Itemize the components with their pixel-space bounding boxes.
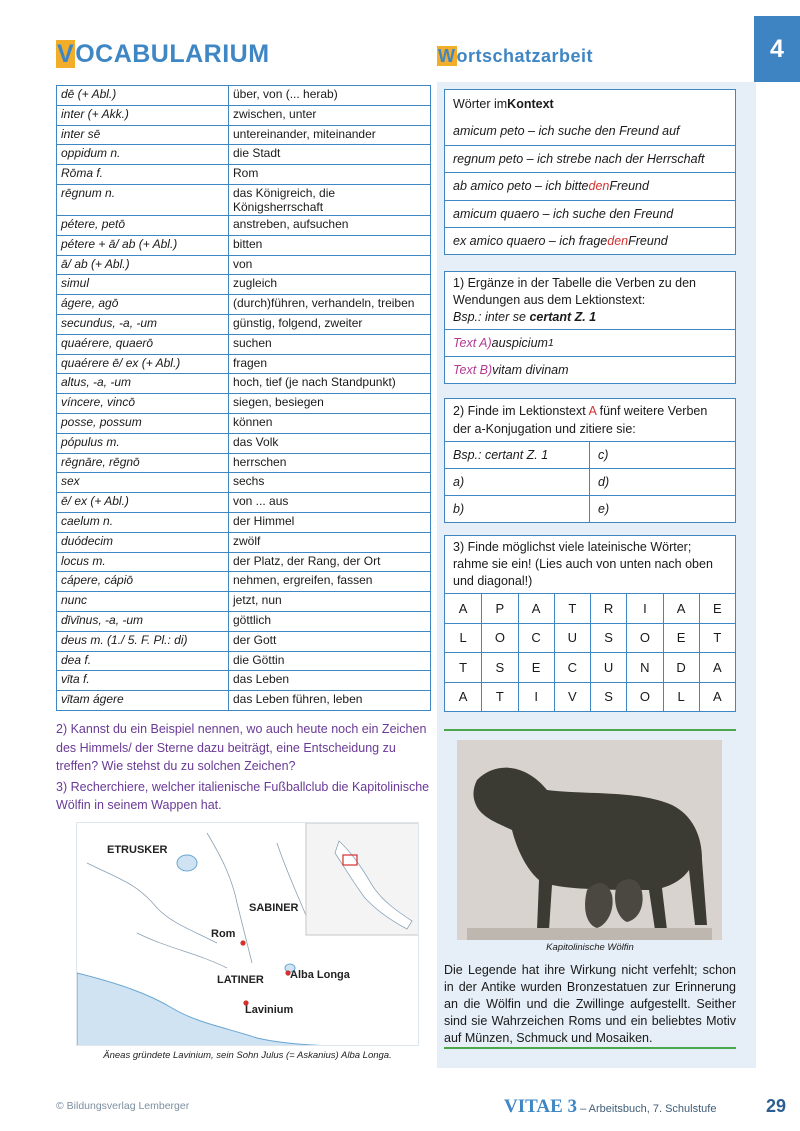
- vocab-row: [57, 473, 431, 493]
- letter-cell[interactable]: S: [481, 652, 517, 682]
- letter-cell[interactable]: C: [554, 652, 590, 682]
- kontext-red: den: [607, 234, 629, 249]
- german-meaning: nehmen, ergreifen, fassen: [229, 572, 431, 592]
- vocab-row: [57, 295, 431, 315]
- latin-term: caelum n.: [57, 512, 229, 532]
- letter-cell[interactable]: A: [663, 593, 699, 623]
- german-meaning: günstig, folgend, zweiter: [229, 314, 431, 334]
- row-a-footnote: 1: [547, 337, 554, 349]
- latin-term: dea f.: [57, 651, 229, 671]
- latin-term: vītam ágere: [57, 691, 229, 711]
- task-1-row-b[interactable]: [445, 356, 735, 383]
- letter-cell[interactable]: N: [626, 652, 662, 682]
- row-b-text: vitam divinam: [492, 363, 569, 377]
- map-label-lavinium: Lavinium: [245, 1004, 294, 1016]
- vocab-row: [57, 354, 431, 374]
- german-meaning: Rom: [229, 165, 431, 185]
- letter-cell[interactable]: E: [663, 623, 699, 653]
- german-meaning: fragen: [229, 354, 431, 374]
- answer-cell[interactable]: b): [445, 495, 590, 522]
- task-1-instruction: 1) Ergänze in der Tabelle die Verben zu den Wendungen aus dem Lektionstext:: [453, 276, 696, 307]
- kontext-pre: ex amico quaero – ich frage: [453, 234, 608, 249]
- german-meaning: das Königreich, die Königsherrschaft: [229, 184, 431, 215]
- vocab-row: [57, 592, 431, 612]
- answer-cell[interactable]: e): [590, 495, 735, 522]
- vocab-row: [57, 552, 431, 572]
- heading-rest: OCABULARIUM: [75, 40, 270, 68]
- capitoline-wolf-photo: [457, 740, 722, 940]
- letter-cell[interactable]: R: [590, 593, 626, 623]
- latin-term: secundus, -a, -um: [57, 314, 229, 334]
- latin-term: Rōma f.: [57, 165, 229, 185]
- copyright: © Bildungsverlag Lemberger: [56, 1100, 190, 1112]
- row-b-label: Text B): [453, 363, 493, 377]
- wortschatzarbeit-heading: [437, 46, 593, 67]
- latin-term: dīvīnus, -a, -um: [57, 611, 229, 631]
- photo-caption: Kapitolinische Wölfin: [546, 942, 634, 953]
- german-meaning: das Volk: [229, 433, 431, 453]
- kontext-row: [445, 117, 735, 144]
- vocab-row: [57, 184, 431, 215]
- latin-term: oppidum n.: [57, 145, 229, 165]
- task-2-text: 2) Kannst du ein Beispiel nennen, wo auch heute noch ein Zeichen des Himmels/ der Sterne dazu beiträgt, eine Entscheidung zu treffen? Wie stehst du zu solchen Zeichen?: [56, 722, 427, 773]
- german-meaning: das Leben führen, leben: [229, 691, 431, 711]
- german-meaning: siegen, besiegen: [229, 394, 431, 414]
- letter-cell[interactable]: O: [626, 682, 662, 712]
- vocab-row: [57, 215, 431, 235]
- row-a-label: Text A): [453, 336, 492, 350]
- letter-cell[interactable]: I: [626, 593, 662, 623]
- german-meaning: suchen: [229, 334, 431, 354]
- heading-rest: ortschatzarbeit: [456, 46, 594, 66]
- letter-cell[interactable]: A: [445, 593, 481, 623]
- task-2-grid: [445, 441, 735, 522]
- latin-term: ē/ ex (+ Abl.): [57, 493, 229, 513]
- book-title: [504, 1096, 716, 1118]
- vocab-row: [57, 165, 431, 185]
- letter-cell[interactable]: U: [590, 652, 626, 682]
- vocab-row: [57, 493, 431, 513]
- kontext-title: [445, 90, 735, 117]
- task-2-head-pre: 2) Finde im Lektionstext: [453, 404, 589, 418]
- vocab-row: [57, 691, 431, 711]
- latin-term: inter sē: [57, 125, 229, 145]
- latin-term: altus, -a, -um: [57, 374, 229, 394]
- map-label-rom: Rom: [211, 928, 236, 940]
- answer-cell: Bsp.: certant Z. 1: [445, 441, 590, 468]
- german-meaning: herrschen: [229, 453, 431, 473]
- kontext-row: [445, 200, 735, 227]
- kontext-post: Freund: [628, 234, 668, 249]
- legend-text: Die Legende hat ihre Wirkung nicht verfehlt; schon in der Antike wurden Bronzestatuen zur Erinnerung an die Wölfin und die Zwillinge aufgestellt. Seither sind sie Wahrzeichen Roms und ein beliebtes Motiv auf Münzen, Schmuck und Mosaiken.: [444, 963, 736, 1045]
- german-meaning: anstreben, aufsuchen: [229, 215, 431, 235]
- latin-term: sex: [57, 473, 229, 493]
- vocab-row: [57, 453, 431, 473]
- letter-cell[interactable]: C: [518, 623, 554, 653]
- latin-term: rēgnāre, rēgnō: [57, 453, 229, 473]
- german-meaning: (durch)führen, verhandeln, treiben: [229, 295, 431, 315]
- german-meaning: hoch, tief (je nach Standpunkt): [229, 374, 431, 394]
- german-meaning: bitten: [229, 235, 431, 255]
- letter-cell[interactable]: T: [445, 652, 481, 682]
- latin-term: duódecim: [57, 532, 229, 552]
- letter-cell[interactable]: U: [554, 623, 590, 653]
- letter-cell[interactable]: O: [626, 623, 662, 653]
- task-2-head-red: A: [588, 404, 597, 418]
- letter-cell[interactable]: D: [663, 652, 699, 682]
- latin-term: rēgnum n.: [57, 184, 229, 215]
- vocab-row: [57, 611, 431, 631]
- map-label-latiner: LATINER: [217, 974, 264, 986]
- vocab-row: [57, 275, 431, 295]
- task-2-box: [444, 398, 736, 523]
- vocab-row: [57, 671, 431, 691]
- latin-term: locus m.: [57, 552, 229, 572]
- letter-grid: [445, 593, 735, 711]
- german-meaning: jetzt, nun: [229, 592, 431, 612]
- german-meaning: das Leben: [229, 671, 431, 691]
- vocab-row: [57, 631, 431, 651]
- divider-bottom: [444, 1047, 736, 1049]
- latin-term: pópulus m.: [57, 433, 229, 453]
- german-meaning: über, von (... herab): [229, 86, 431, 106]
- kontext-red: den: [588, 179, 610, 194]
- vocab-row: [57, 125, 431, 145]
- latin-term: dē (+ Abl.): [57, 86, 229, 106]
- german-meaning: der Gott: [229, 631, 431, 651]
- german-meaning: der Platz, der Rang, der Ort: [229, 552, 431, 572]
- german-meaning: untereinander, miteinander: [229, 125, 431, 145]
- vocab-tasks: [56, 720, 434, 817]
- german-meaning: von: [229, 255, 431, 275]
- letter-cell[interactable]: V: [554, 682, 590, 712]
- kontext-title-bold: Kontext: [507, 96, 554, 111]
- latin-term: posse, possum: [57, 413, 229, 433]
- task-1-example-bold: certant Z. 1: [529, 310, 597, 324]
- task-1-row-a[interactable]: [445, 329, 735, 356]
- book-brand: VITAE 3: [504, 1096, 578, 1117]
- task-3-text: 3) Recherchiere, welcher italienische Fußballclub die Kapitolinische Wölfin in seinem Wappen hat.: [56, 779, 430, 812]
- letter-cell[interactable]: A: [445, 682, 481, 712]
- latin-term: nunc: [57, 592, 229, 612]
- task-3-box: [444, 535, 736, 712]
- heading-initial: V: [57, 40, 75, 68]
- answer-cell[interactable]: a): [445, 468, 590, 495]
- task-1-example: Bsp.: inter se: [453, 310, 530, 324]
- latin-term: víncere, vincō: [57, 394, 229, 414]
- letter-cell[interactable]: O: [481, 623, 517, 653]
- kontext-title-pre: Wörter im: [453, 96, 508, 111]
- german-meaning: von ... aus: [229, 493, 431, 513]
- vocab-row: [57, 651, 431, 671]
- kontext-pre: regnum peto – ich strebe nach der Herrschaft: [453, 151, 705, 166]
- letter-cell[interactable]: A: [518, 593, 554, 623]
- german-meaning: der Himmel: [229, 512, 431, 532]
- latin-term: quaérere, quaerō: [57, 334, 229, 354]
- latin-term: deus m. (1./ 5. F. Pl.: di): [57, 631, 229, 651]
- kontext-pre: amicum peto – ich suche den Freund auf: [453, 124, 680, 139]
- vocab-row: [57, 512, 431, 532]
- kontext-box: [444, 89, 736, 255]
- kontext-post: Freund: [609, 179, 649, 194]
- german-meaning: zugleich: [229, 275, 431, 295]
- vocab-row: [57, 532, 431, 552]
- answer-cell[interactable]: c): [590, 441, 735, 468]
- chapter-tab: 4: [754, 16, 800, 82]
- vocabulary-table: [56, 85, 431, 711]
- letter-cell[interactable]: S: [590, 682, 626, 712]
- row-a-text: auspicium: [491, 336, 548, 350]
- kontext-pre: amicum quaero – ich suche den Freund: [453, 206, 674, 221]
- latin-term: ā/ ab (+ Abl.): [57, 255, 229, 275]
- vocab-row: [57, 86, 431, 106]
- vocab-row: [57, 433, 431, 453]
- letter-cell[interactable]: S: [590, 623, 626, 653]
- letter-cell[interactable]: E: [699, 593, 735, 623]
- vocab-row: [57, 255, 431, 275]
- vocab-row: [57, 314, 431, 334]
- german-meaning: sechs: [229, 473, 431, 493]
- answer-cell[interactable]: d): [590, 468, 735, 495]
- vocab-row: [57, 572, 431, 592]
- map-label-sabiner: SABINER: [249, 902, 299, 914]
- letter-cell[interactable]: P: [481, 593, 517, 623]
- latin-term: pétere, petō: [57, 215, 229, 235]
- heading-initial: W: [438, 46, 456, 66]
- map-label-alba-longa: Alba Longa: [290, 969, 350, 981]
- letter-cell[interactable]: T: [554, 593, 590, 623]
- book-subtitle: – Arbeitsbuch, 7. Schulstufe: [577, 1103, 717, 1115]
- german-meaning: zwölf: [229, 532, 431, 552]
- vocab-row: [57, 413, 431, 433]
- vocab-row: [57, 334, 431, 354]
- kontext-row: [445, 227, 735, 254]
- latium-map: [76, 822, 419, 1046]
- task-1-box: [444, 271, 736, 384]
- latin-term: pétere + ā/ ab (+ Abl.): [57, 235, 229, 255]
- letter-cell[interactable]: I: [518, 682, 554, 712]
- vocabularium-heading: [56, 40, 270, 69]
- letter-cell[interactable]: L: [445, 623, 481, 653]
- kontext-row: [445, 172, 735, 199]
- kontext-pre: ab amico peto – ich bitte: [453, 179, 589, 194]
- latin-term: quaérere ē/ ex (+ Abl.): [57, 354, 229, 374]
- latin-term: simul: [57, 275, 229, 295]
- task-2-head: [445, 399, 735, 441]
- latin-term: inter (+ Akk.): [57, 105, 229, 125]
- page-number: 29: [766, 1096, 787, 1116]
- kontext-row: [445, 145, 735, 172]
- task-1-head: [445, 272, 735, 329]
- vocab-row: [57, 145, 431, 165]
- latin-term: ágere, agō: [57, 295, 229, 315]
- task-3-head: 3) Finde möglichst viele lateinische Wörter; rahme sie ein! (Lies auch von unten nach oben und diagonal!): [453, 540, 713, 588]
- vocab-row: [57, 235, 431, 255]
- german-meaning: können: [229, 413, 431, 433]
- letter-cell[interactable]: E: [518, 652, 554, 682]
- german-meaning: die Göttin: [229, 651, 431, 671]
- letter-cell[interactable]: T: [699, 623, 735, 653]
- german-meaning: göttlich: [229, 611, 431, 631]
- letter-cell[interactable]: A: [699, 652, 735, 682]
- letter-cell[interactable]: A: [699, 682, 735, 712]
- divider-top: [444, 729, 736, 731]
- letter-cell[interactable]: L: [663, 682, 699, 712]
- latin-term: vīta f.: [57, 671, 229, 691]
- german-meaning: zwischen, unter: [229, 105, 431, 125]
- vocab-row: [57, 105, 431, 125]
- map-caption: Äneas gründete Lavinium, sein Sohn Julus (= Askanius) Alba Longa.: [103, 1050, 392, 1061]
- german-meaning: die Stadt: [229, 145, 431, 165]
- letter-cell[interactable]: T: [481, 682, 517, 712]
- vocab-row: [57, 374, 431, 394]
- vocab-row: [57, 394, 431, 414]
- latin-term: cápere, cápiō: [57, 572, 229, 592]
- task-2-head-post: fünf weitere Verben der a-Konjugation und zitiere sie:: [453, 404, 708, 436]
- map-label-etrusker: ETRUSKER: [107, 844, 168, 856]
